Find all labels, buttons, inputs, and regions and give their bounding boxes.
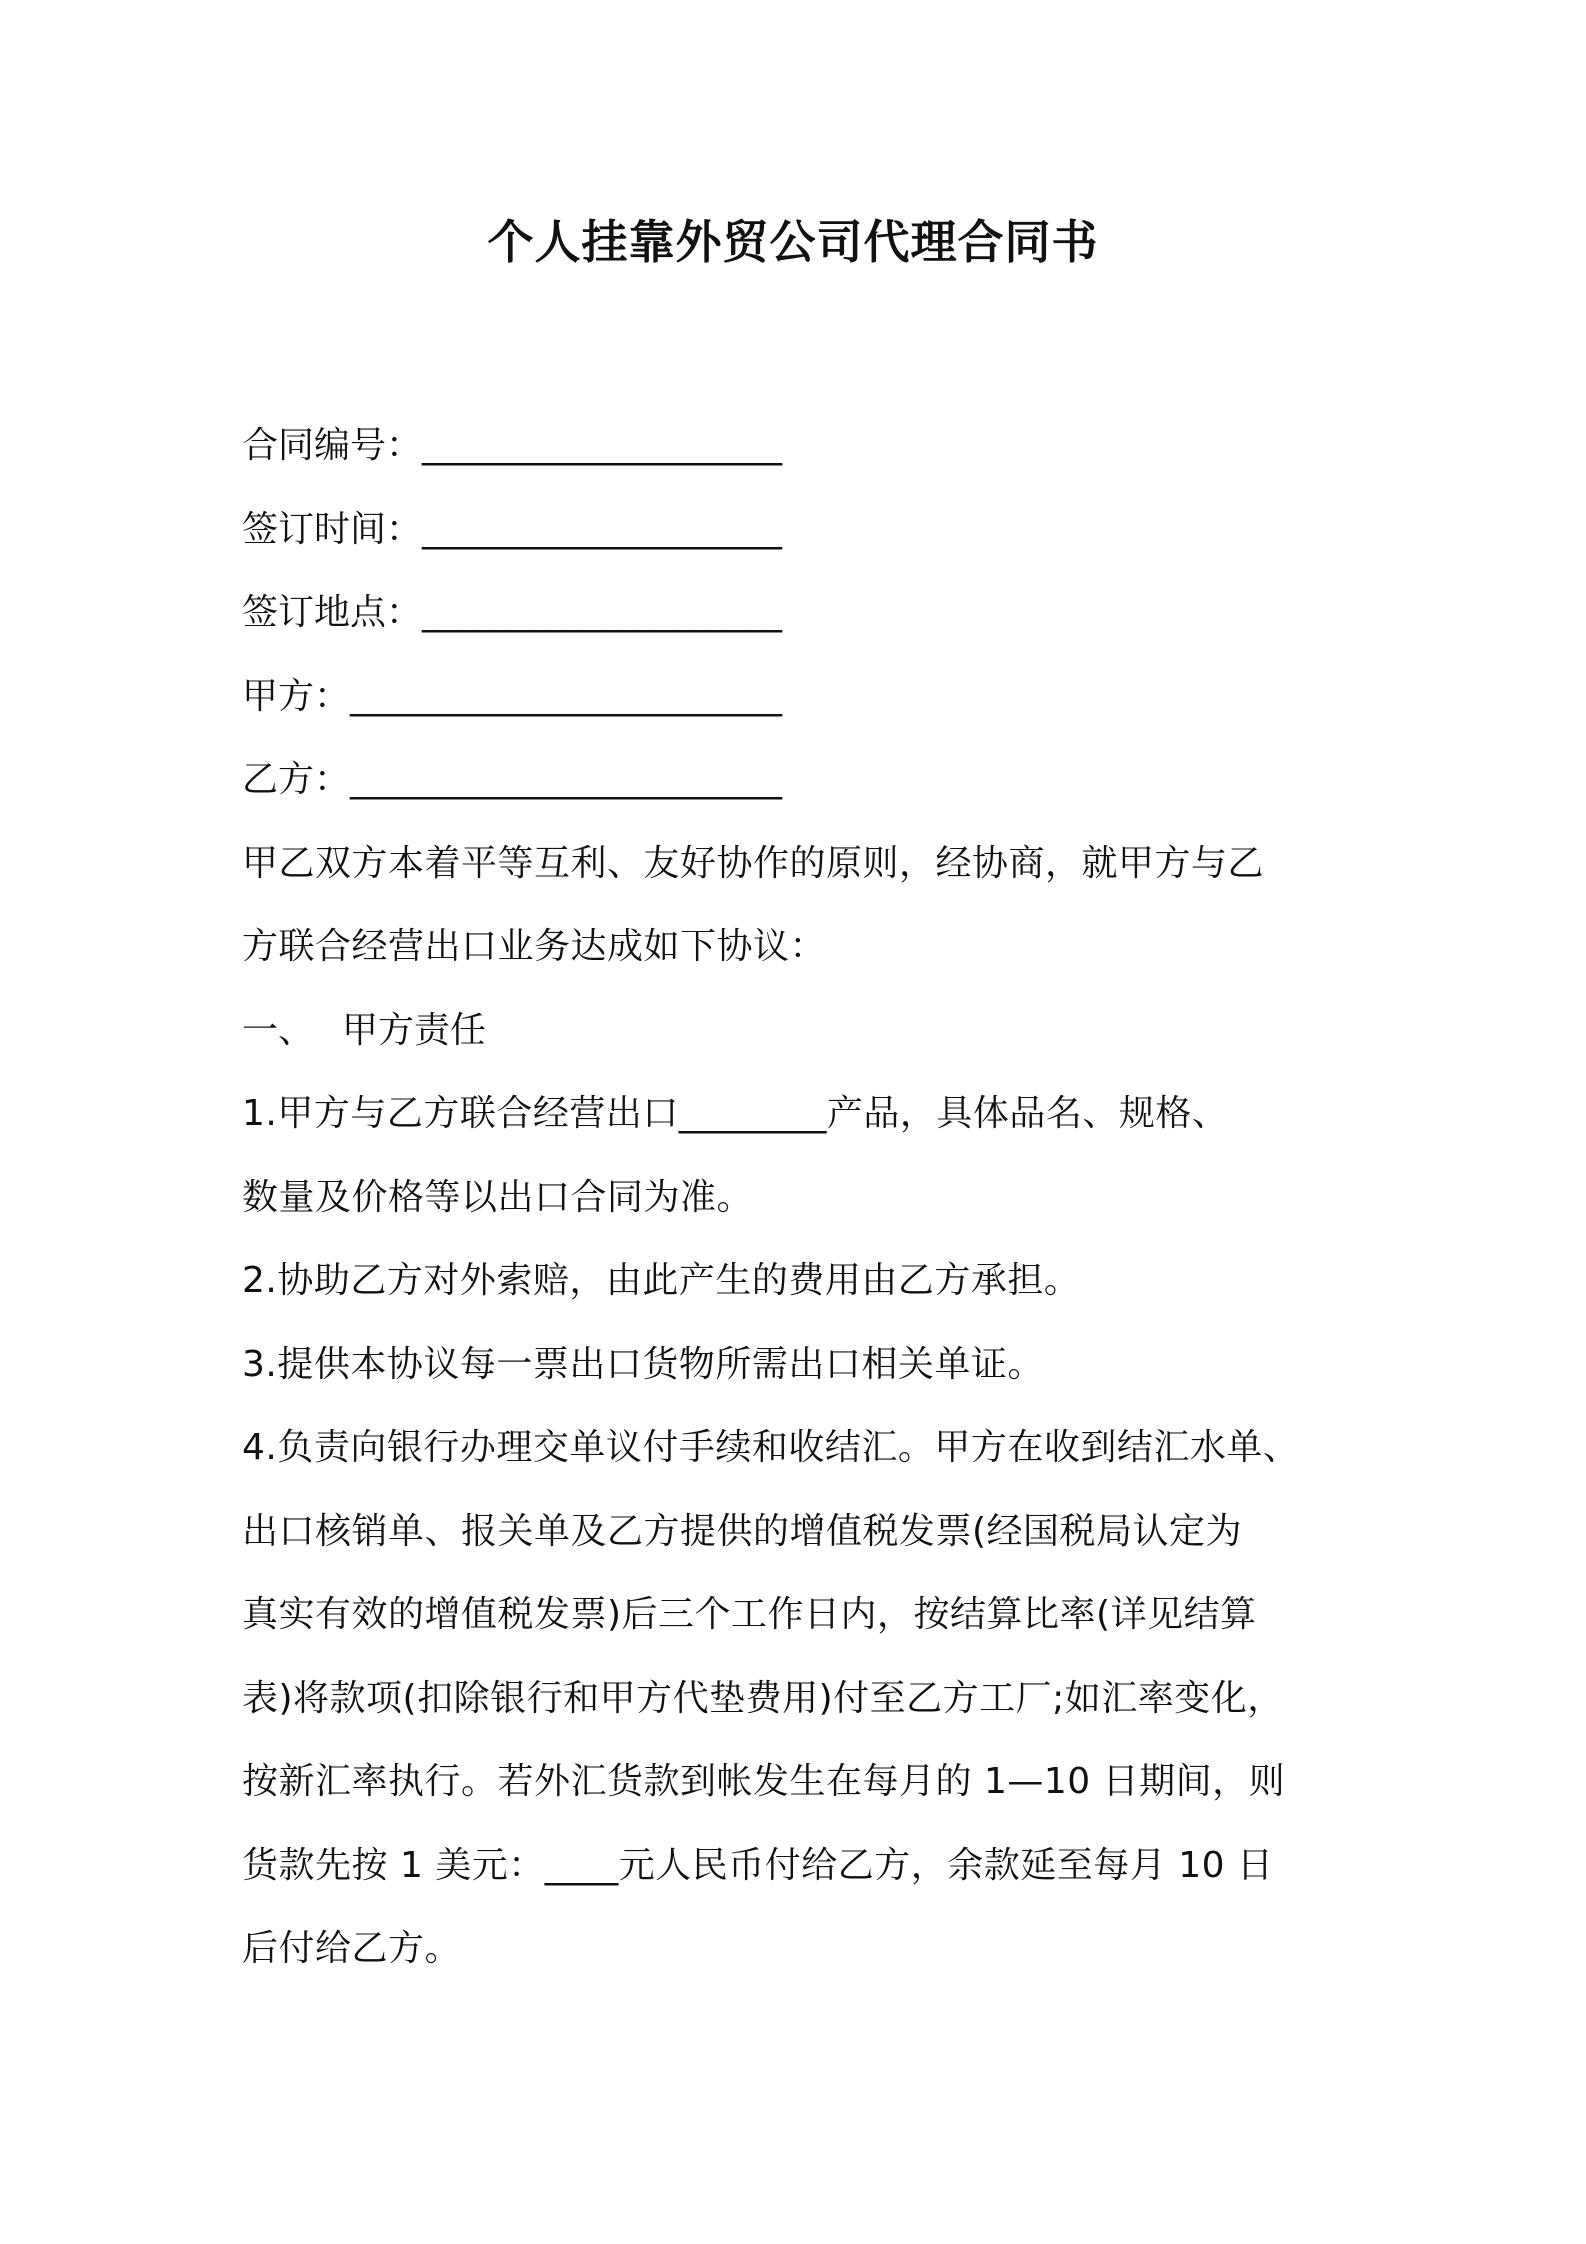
text-line: 表)将款项(扣除银行和甲方代垫费用)付至乙方工厂;如汇率变化， — [242, 1677, 1284, 1719]
text-line: 3.提供本协议每一票出口货物所需出口相关单证。 — [242, 1343, 1044, 1385]
field-blank: ________________________ — [350, 759, 783, 800]
field-blank: ____________________ — [422, 592, 783, 633]
document-body — [242, 404, 1372, 1991]
field-party-b — [242, 738, 1372, 822]
text-line: 出口核销单、报关单及乙方提供的增值税发票(经国税局认定为 — [242, 1510, 1243, 1552]
text-line: 真实有效的增值税发票)后三个工作日内，按结算比率(详见结算 — [242, 1594, 1257, 1635]
field-blank: ____________________ — [422, 425, 783, 466]
text-line: 货款先按 1 美元：____元人民币付给乙方，余款延至每月 10 日 — [242, 1844, 1274, 1886]
field-label: 乙方： — [242, 759, 351, 800]
clause-3 — [242, 1323, 1372, 1407]
field-signing-place — [242, 571, 1372, 655]
intro-paragraph — [242, 822, 1372, 989]
clause-2 — [242, 1239, 1372, 1323]
clause-1 — [242, 1072, 1372, 1239]
section-title: 甲方责任 — [342, 1009, 487, 1051]
field-contract-number — [242, 404, 1372, 488]
field-blank: ________________________ — [350, 675, 783, 717]
field-label: 甲方： — [242, 675, 351, 717]
text-line: 数量及价格等以出口合同为准。 — [242, 1176, 754, 1218]
field-signing-date — [242, 488, 1372, 572]
text-line: 4.负责向银行办理交单议付手续和收结汇。甲方在收到结汇水单、 — [242, 1427, 1300, 1468]
document-title: 个人挂靠外贸公司代理合同书 — [487, 215, 1099, 269]
text-line: 甲乙双方本着平等互利、友好协作的原则，经协商，就甲方与乙 — [242, 842, 1265, 884]
text-line: 方联合经营出口业务达成如下协议： — [242, 926, 827, 967]
text-line: 按新汇率执行。若外汇货款到帐发生在每月的 1—10 日期间，则 — [242, 1761, 1286, 1802]
clause-4 — [242, 1406, 1372, 1991]
field-label: 签订地点： — [242, 592, 423, 633]
field-label: 签订时间： — [242, 508, 423, 550]
field-party-a — [242, 655, 1372, 739]
text-line: 2.协助乙方对外索赔，由此产生的费用由乙方承担。 — [242, 1260, 1081, 1301]
field-blank: ____________________ — [422, 508, 783, 550]
field-label: 合同编号： — [242, 425, 423, 466]
section-number: 一、 — [242, 1009, 315, 1051]
text-line: 后付给乙方。 — [242, 1928, 462, 1969]
section-heading-party-a-duties — [242, 989, 1372, 1073]
text-line: 1.甲方与乙方联合经营出口________产品，具体品名、规格、 — [242, 1093, 1229, 1134]
